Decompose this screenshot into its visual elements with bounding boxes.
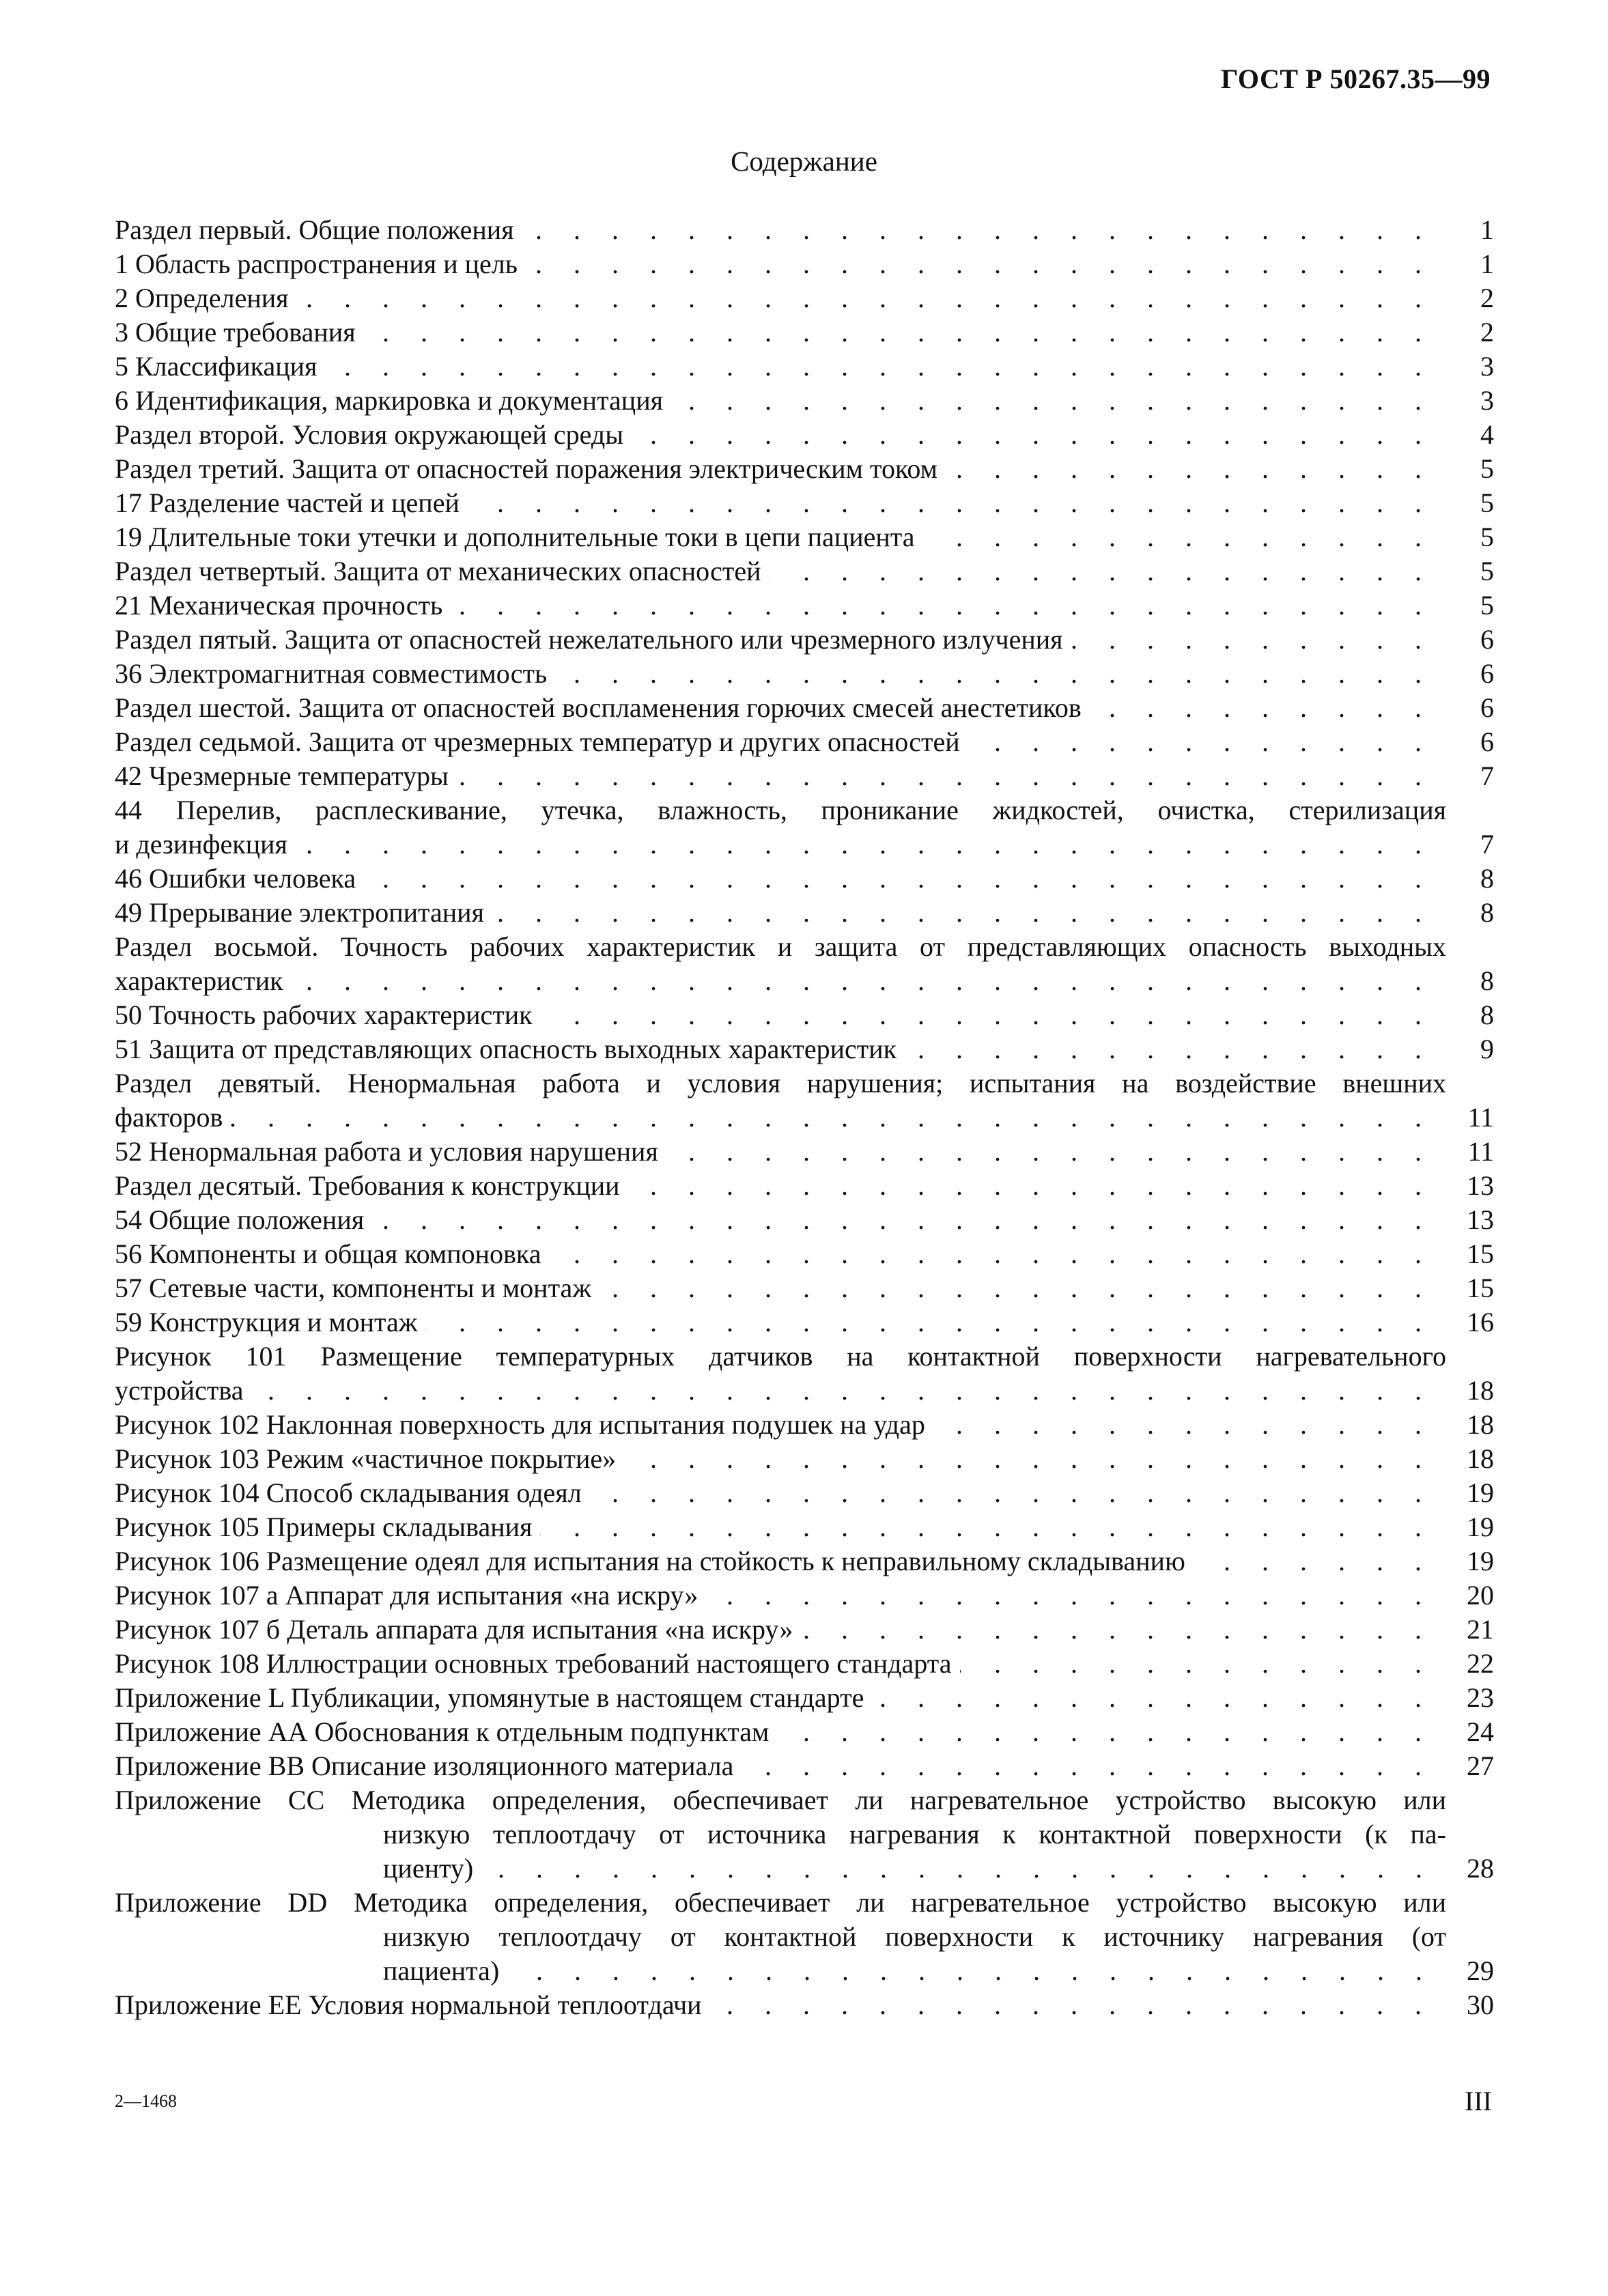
toc-entry-page: 20 <box>1467 1580 1494 1611</box>
toc-entry[interactable] <box>115 589 1494 623</box>
page-number: III <box>1465 2086 1492 2116</box>
toc-entry-page: 9 <box>1480 1034 1494 1064</box>
toc-entry-page: 11 <box>1467 1136 1494 1167</box>
toc-entry-page: 7 <box>1480 761 1494 791</box>
toc-entry-page: 3 <box>1480 385 1494 416</box>
appendix-indent <box>115 1920 1446 1988</box>
toc-entry-label: 21 Механическая прочность . . . <box>115 589 1449 623</box>
toc-entry-page: 11 <box>1467 1102 1494 1133</box>
toc-entry-44[interactable] <box>115 793 1494 862</box>
toc-entry-page: 5 <box>1480 522 1494 552</box>
toc-entry[interactable] <box>115 1135 1494 1169</box>
toc-entry-line: Раздел восьмой. Точность рабочих характеристик и защита от представляющих опасность выходных <box>115 931 1446 962</box>
toc-entry-label: Раздел третий. Защита от опасностей поражения электрическим током . . . <box>115 452 1449 486</box>
toc-entry-label: Раздел седьмой. Защита от чрезмерных температур и других опасностей . . . <box>115 725 1449 759</box>
toc-entry-label: 42 Чрезмерные температуры . . . <box>115 759 1449 793</box>
toc-entry-line: низкую теплоотдачу от источника нагревания к контактной поверхности (к па- <box>383 1819 1446 1849</box>
toc-entry[interactable] <box>115 725 1494 759</box>
toc-entry[interactable] <box>115 691 1494 725</box>
toc-entry-label: Приложение ЕЕ Условия нормальной теплоотдачи . . . <box>115 1988 1449 2022</box>
toc-entry[interactable] <box>115 1476 1494 1510</box>
toc-entry-label <box>115 1783 1449 1886</box>
toc-entry-page: 6 <box>1480 624 1494 655</box>
toc-entry[interactable] <box>115 1510 1494 1544</box>
appendix-title-line: Методика определения, обеспечивает ли нагревательное устройство высокую или <box>351 1785 1447 1815</box>
toc-entry-label: Рисунок 104 Способ складывания одеял . . . <box>115 1476 1449 1510</box>
toc-entry-page: 13 <box>1467 1204 1494 1235</box>
toc-entry-page: 24 <box>1467 1716 1494 1747</box>
toc-entry[interactable] <box>115 554 1494 589</box>
toc-entry-label: 2 Определения . . . <box>115 281 1449 315</box>
toc-entry[interactable] <box>115 1305 1494 1340</box>
toc-entry-label: Раздел шестой. Защита от опасностей воспламенения горючих смесей анестетиков . . . <box>115 691 1449 725</box>
toc-entry[interactable] <box>115 1613 1494 1647</box>
toc-title: Содержание <box>731 145 877 177</box>
toc-entry-page: 18 <box>1467 1443 1494 1474</box>
toc-entry-page: 4 <box>1480 419 1494 450</box>
toc-entry-label: 57 Сетевые части, компоненты и монтаж . . . <box>115 1271 1449 1305</box>
toc-entry-line: факторов . . . <box>115 1101 1446 1135</box>
toc-entry-label: 50 Точность рабочих характеристик . . . <box>115 998 1449 1032</box>
toc-entry[interactable] <box>115 1647 1494 1681</box>
toc-entry-section-9[interactable] <box>115 1066 1494 1135</box>
toc-entry-page: 15 <box>1467 1273 1494 1303</box>
toc-entry-page: 28 <box>1467 1853 1494 1884</box>
toc-entry-label: Рисунок 103 Режим «частичное покрытие» . . . <box>115 1442 1449 1476</box>
toc-entry-label: 6 Идентификация, маркировка и документация . . . <box>115 384 1449 418</box>
toc-entry-label <box>115 930 1449 998</box>
toc-entry-page: 5 <box>1480 487 1494 518</box>
toc-entry-label: Раздел первый. Общие положения . . . <box>115 213 1449 247</box>
toc-entry-page: 29 <box>1467 1955 1494 1986</box>
toc-entry[interactable] <box>115 623 1494 657</box>
standard-code: ГОСТ Р 50267.35—99 <box>1220 63 1491 94</box>
toc-entry-label: Приложение L Публикации, упомянутые в настоящем стандарте . . . <box>115 1681 1449 1715</box>
toc-entry-label: 59 Конструкция и монтаж . . . <box>115 1305 1449 1340</box>
toc-entry-page: 8 <box>1480 965 1494 996</box>
toc-entry[interactable] <box>115 520 1494 554</box>
toc-entry-appendix-cc[interactable] <box>115 1783 1494 1886</box>
toc-entry-line: и дезинфекция . . . <box>115 827 1446 862</box>
toc-entry-line: циенту) . . . <box>383 1852 1446 1886</box>
toc-entry-section-8[interactable] <box>115 930 1494 998</box>
appendix-prefix: Приложение DD <box>115 1887 328 1918</box>
toc-entry-page: 3 <box>1480 351 1494 382</box>
toc-entry[interactable] <box>115 657 1494 691</box>
toc-entry-label: 49 Прерывание электропитания . . . <box>115 896 1449 930</box>
toc-entry[interactable] <box>115 384 1494 418</box>
toc-entry-line: низкую теплоотдачу от контактной поверхности к источнику нагревания (от <box>383 1921 1446 1952</box>
toc-entry[interactable] <box>115 1578 1494 1613</box>
toc-entry-page: 15 <box>1467 1238 1494 1269</box>
toc-entry-label: Рисунок 106 Размещение одеял для испытания на стойкость к неправильному складыванию . . . <box>115 1544 1449 1578</box>
toc-entry-line: устройства . . . <box>115 1374 1446 1408</box>
toc-entry-page: 7 <box>1480 829 1494 860</box>
toc-entry[interactable] <box>115 452 1494 486</box>
toc-entry-page: 13 <box>1467 1170 1494 1201</box>
toc-entry-page: 19 <box>1467 1512 1494 1542</box>
toc-entry-line: пациента) . . . <box>383 1954 1446 1988</box>
toc-entry-label <box>115 1886 1449 1988</box>
toc-entry[interactable] <box>115 759 1494 793</box>
toc-entry-label: 3 Общие требования . . . <box>115 315 1449 350</box>
toc-entry-label: 46 Ошибки человека . . . <box>115 862 1449 896</box>
toc-entry-page: 21 <box>1467 1614 1494 1645</box>
toc-entry-line: 44 Перелив, расплескивание, утечка, влажность, проникание жидкостей, очистка, стерилизация <box>115 795 1446 825</box>
toc-entry-label: 17 Разделение частей и цепей . . . <box>115 486 1449 520</box>
toc-entry-line: Раздел девятый. Ненормальная работа и условия нарушения; испытания на воздействие внешних <box>115 1068 1446 1099</box>
toc-entry[interactable] <box>115 1169 1494 1203</box>
toc-entry-label: Рисунок 107 б Деталь аппарата для испытания «на искру» . . . <box>115 1613 1449 1647</box>
print-code: 2—1468 <box>115 2091 177 2111</box>
toc-entry-line: характеристик . . . <box>115 964 1446 998</box>
toc-entry-label: Раздел десятый. Требования к конструкции . . . <box>115 1169 1449 1203</box>
toc-entry-label: Раздел второй. Условия окружающей среды . . . <box>115 418 1449 452</box>
toc-entry[interactable] <box>115 1681 1494 1715</box>
toc-entry[interactable] <box>115 486 1494 520</box>
toc-entry-page: 6 <box>1480 726 1494 757</box>
toc-entry-label <box>115 1066 1449 1135</box>
toc-entry-page: 8 <box>1480 897 1494 928</box>
toc-entry-page: 18 <box>1467 1409 1494 1440</box>
toc-entry-page: 23 <box>1467 1682 1494 1713</box>
toc-entry-figure-101[interactable] <box>115 1340 1494 1408</box>
toc-entry[interactable] <box>115 1408 1494 1442</box>
toc-entry-page: 6 <box>1480 658 1494 689</box>
toc-entry-label: 1 Область распространения и цель . . . <box>115 247 1449 281</box>
table-of-contents <box>115 213 1494 2022</box>
toc-entry[interactable] <box>115 281 1494 315</box>
toc-entry-page: 5 <box>1480 453 1494 484</box>
toc-entry-page: 30 <box>1467 1989 1494 2020</box>
toc-entry-page: 5 <box>1480 556 1494 586</box>
appendix-indent <box>115 1817 1446 1886</box>
toc-entry-label: 36 Электромагнитная совместимость . . . <box>115 657 1449 691</box>
toc-entry-line: Рисунок 101 Размещение температурных датчиков на контактной поверхности нагревательного <box>115 1341 1446 1372</box>
toc-entry[interactable] <box>115 315 1494 350</box>
toc-entry-label: 54 Общие положения . . . <box>115 1203 1449 1237</box>
toc-entry-label <box>115 793 1449 862</box>
toc-entry[interactable] <box>115 998 1494 1032</box>
toc-entry-label: 56 Компоненты и общая компоновка . . . <box>115 1237 1449 1271</box>
toc-entry[interactable] <box>115 1032 1494 1066</box>
toc-entry-page: 8 <box>1480 863 1494 894</box>
toc-entry[interactable] <box>115 418 1494 452</box>
toc-entry[interactable] <box>115 1237 1494 1271</box>
toc-entry-page: 5 <box>1480 590 1494 621</box>
toc-entry-line <box>115 1886 1446 1920</box>
appendix-prefix: Приложение CC <box>115 1785 325 1815</box>
toc-entry[interactable] <box>115 1544 1494 1578</box>
toc-entry-page: 22 <box>1467 1648 1494 1679</box>
toc-entry-appendix-dd[interactable] <box>115 1886 1494 1988</box>
toc-entry-label: Рисунок 105 Примеры складывания . . . <box>115 1510 1449 1544</box>
toc-entry-page: 18 <box>1467 1375 1494 1406</box>
toc-entry-line <box>115 1783 1446 1817</box>
toc-entry[interactable] <box>115 862 1494 896</box>
toc-entry-page: 1 <box>1480 214 1494 245</box>
toc-entry-label: Рисунок 102 Наклонная поверхность для испытания подушек на удар . . . <box>115 1408 1449 1442</box>
toc-entry[interactable] <box>115 213 1494 247</box>
toc-entry-page: 19 <box>1467 1477 1494 1508</box>
toc-entry-page: 6 <box>1480 692 1494 723</box>
toc-entry[interactable] <box>115 896 1494 930</box>
toc-entry-page: 19 <box>1467 1546 1494 1576</box>
toc-entry-label: 51 Защита от представляющих опасность выходных характеристик . . . <box>115 1032 1449 1066</box>
toc-entry-label: Раздел четвертый. Защита от механических опасностей . . . <box>115 554 1449 589</box>
toc-entry-page: 8 <box>1480 1000 1494 1030</box>
toc-entry[interactable] <box>115 1442 1494 1476</box>
toc-entry-appendix-ee[interactable] <box>115 1988 1494 2022</box>
toc-entry[interactable] <box>115 1749 1494 1783</box>
toc-entry-label <box>115 1340 1449 1408</box>
toc-entry-label: Рисунок 107 а Аппарат для испытания «на искру» . . . <box>115 1578 1449 1613</box>
toc-entry-label: Рисунок 108 Иллюстрации основных требований настоящего стандарта . . . <box>115 1647 1449 1681</box>
toc-entry[interactable] <box>115 1271 1494 1305</box>
toc-entry[interactable] <box>115 1203 1494 1237</box>
toc-entry-page: 16 <box>1467 1307 1494 1337</box>
toc-entry-label: 5 Классификация . . . <box>115 350 1449 384</box>
toc-entry-label: Приложение ВВ Описание изоляционного материала . . . <box>115 1749 1449 1783</box>
appendix-title-line: Методика определения, обеспечивает ли нагревательное устройство высокую или <box>353 1887 1447 1918</box>
toc-entry-label: 19 Длительные токи утечки и дополнительные токи в цепи пациента . . . <box>115 520 1449 554</box>
toc-entry[interactable] <box>115 1715 1494 1749</box>
toc-entry[interactable] <box>115 350 1494 384</box>
toc-entry[interactable] <box>115 247 1494 281</box>
toc-entry-label: 52 Ненормальная работа и условия нарушения . . . <box>115 1135 1449 1169</box>
toc-entry-label: Приложение АА Обоснования к отдельным подпунктам . . . <box>115 1715 1449 1749</box>
toc-entry-page: 2 <box>1480 283 1494 313</box>
toc-entry-page: 1 <box>1480 249 1494 279</box>
toc-entry-label: Раздел пятый. Защита от опасностей нежелательного или чрезмерного излучения . . . <box>115 623 1449 657</box>
toc-entry-page: 27 <box>1467 1751 1494 1781</box>
toc-entry-page: 2 <box>1480 317 1494 348</box>
